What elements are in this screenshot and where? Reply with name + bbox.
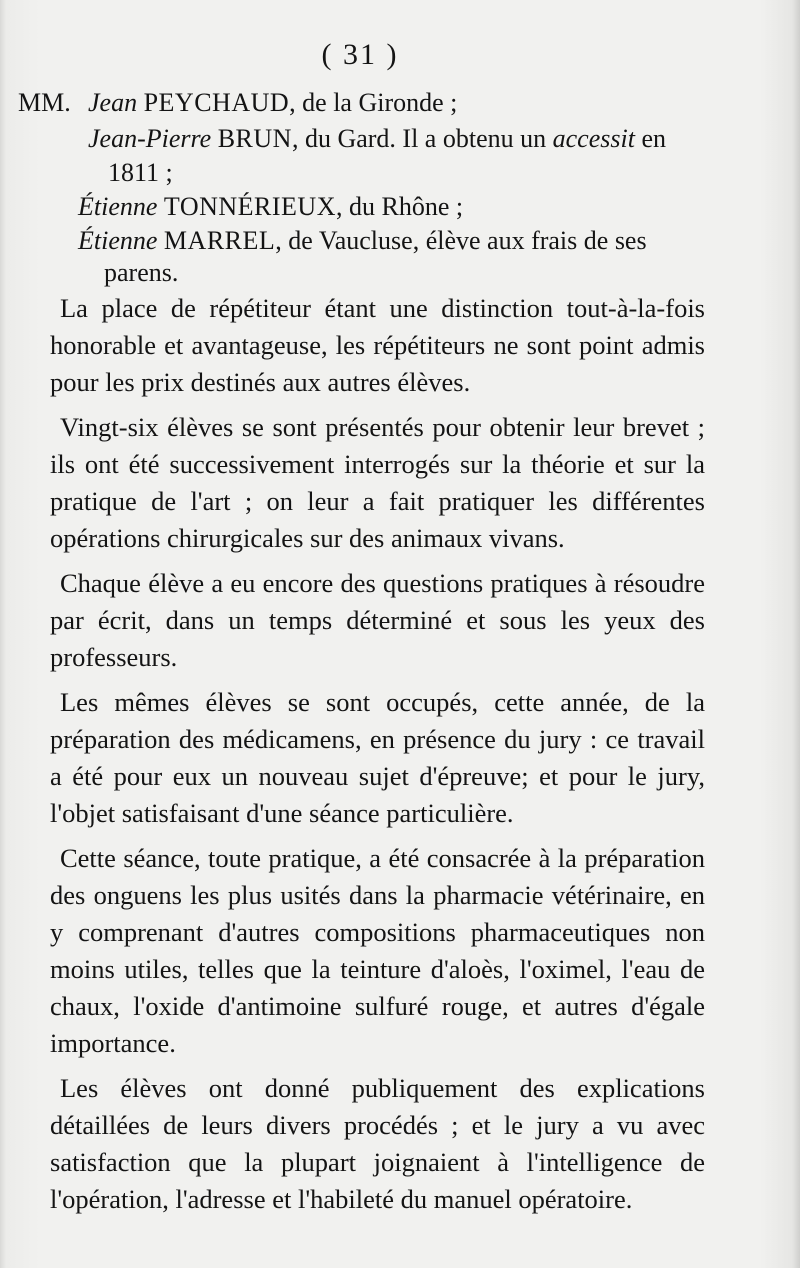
paragraph: La place de répétiteur étant une distinction tout-à-la-fois honorable et avantageuse, les répétiteurs ne sont point admis pour les prix destinés aux autres élèves. — [50, 293, 705, 397]
paragraph: Les mêmes élèves se sont occupés, cette année, de la préparation des médicamens, en présence du jury : ce travail a été pour eux un nouveau sujet d'épreuve; et pour le jury, l'objet satisfaisant d'une séance particulière. — [50, 687, 705, 828]
continuation-line: parens. — [104, 258, 179, 287]
paragraph: Vingt-six élèves se sont présentés pour obtenir leur brevet ; ils ont été successivement interrogés sur la théorie et sur la pratique de l'art ; on leur a fait pratiquer les différentes opérations chirurgicales sur des animaux vivans. — [50, 412, 705, 553]
origin-text: , de la Gironde ; — [289, 88, 458, 117]
surname: BRUN — [217, 124, 292, 153]
name-entry — [78, 226, 647, 256]
given-name: Étienne — [78, 226, 158, 255]
given-name: Étienne — [78, 192, 158, 221]
body-text — [50, 290, 705, 1226]
surname: TONNÉRIEUX — [163, 192, 336, 221]
paragraph: Cette séance, toute pratique, a été consacrée à la préparation des onguens les plus usités dans la pharmacie vétérinaire, en y comprenant d'autres compositions pharmaceutiques non moins utiles, telles que la teinture d'aloès, l'oximel, l'eau de chaux, l'oxide d'antimoine sulfuré rouge, et autres d'égale importance. — [50, 843, 705, 1058]
name-entry — [88, 88, 457, 118]
continuation-line: 1811 ; — [108, 158, 173, 187]
italic-term: accessit — [552, 124, 635, 153]
page-number: ( 31 ) — [321, 38, 399, 71]
name-entry — [78, 192, 463, 222]
paragraph: Les élèves ont donné publiquement des explications détaillées de leurs divers procédés ; et le jury a vu avec satisfaction que la plupart joignaient à l'intelligence de l'opération, l'adresse et l'habileté du manuel opératoire. — [50, 1073, 705, 1214]
given-name: Jean — [88, 88, 138, 117]
origin-text: , du Rhône ; — [335, 192, 464, 221]
origin-text: , de Vaucluse, élève aux frais de ses — [275, 226, 647, 255]
tail-text: en — [634, 124, 666, 153]
origin-text: , du Gard. Il a obtenu un — [291, 124, 553, 153]
surname: MARREL — [163, 226, 276, 255]
paragraph: Chaque élève a eu encore des questions pratiques à résoudre par écrit, dans un temps déterminé et sous les yeux des professeurs. — [50, 568, 705, 672]
mm-prefix: MM. — [18, 88, 71, 117]
surname: PEYCHAUD — [143, 88, 290, 117]
name-entry — [88, 124, 666, 154]
given-name: Jean-Pierre — [88, 124, 212, 153]
